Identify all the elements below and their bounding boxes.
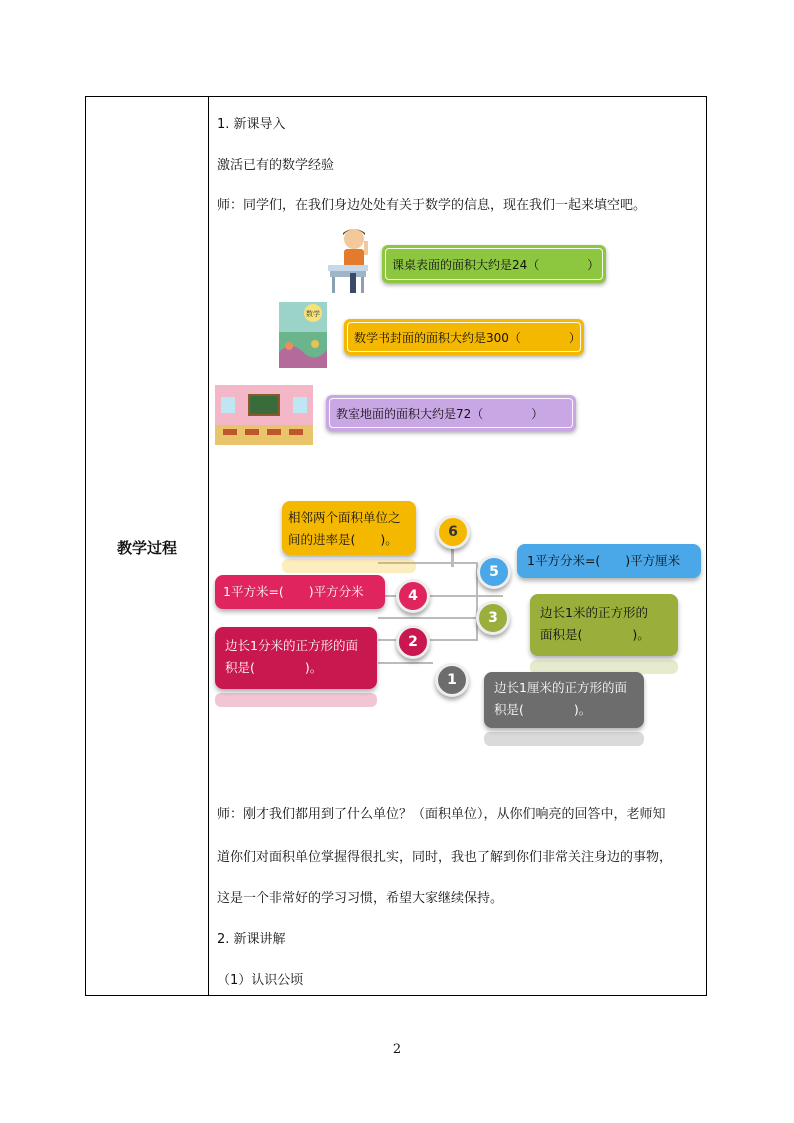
- box-5-dm2-cm2: [517, 544, 701, 578]
- box-1-square-centimeter: [484, 672, 644, 728]
- step-2-badge: 2: [396, 625, 430, 659]
- box-2-square-decimeter: [215, 627, 377, 689]
- box-1-reflection: [484, 732, 644, 746]
- page-number: 2: [392, 1042, 402, 1057]
- step-6-badge: 6: [436, 515, 470, 549]
- box-2-reflection: [215, 693, 377, 707]
- connector-line: [378, 662, 433, 664]
- box-1-line2: 积是( )。: [494, 702, 592, 717]
- box-6-line1: 相邻两个面积单位之: [288, 510, 401, 525]
- box-2-line1: 边长1分米的正方形的面: [225, 638, 358, 653]
- section-label: 教学过程: [116, 539, 177, 557]
- heading-new-lesson-explain: 2. 新课讲解: [217, 932, 286, 947]
- box-4-m2-dm2: [215, 575, 385, 609]
- step-1-badge: 1: [435, 663, 469, 697]
- classroom-area-text: 教室地面的面积大约是72（ ）: [336, 406, 544, 421]
- subheading-hectare: （1）认识公顷: [217, 973, 304, 988]
- math-book-cover-illustration: [279, 302, 327, 368]
- desk-area-fill-box: [382, 245, 606, 283]
- teacher-intro-text: 师：同学们，在我们身边处处有关于数学的信息，现在我们一起来填空吧。: [217, 198, 647, 213]
- teacher-paragraph-line1: 师：刚才我们都用到了什么单位？（面积单位），从你们响亮的回答中，老师知: [217, 807, 666, 822]
- box-3-square-meter: [530, 594, 678, 656]
- connector-line: [378, 617, 478, 619]
- step-3-badge: 3: [476, 601, 510, 635]
- box-3-line2: 面积是( )。: [540, 627, 650, 642]
- lesson-table: [85, 96, 707, 996]
- teacher-head: [344, 229, 364, 249]
- teacher-desk-illustration: [324, 225, 376, 297]
- teacher-paragraph-line2: 道你们对面积单位掌握得很扎实，同时，我也了解到你们非常关注身边的事物，: [217, 850, 673, 865]
- classroom-illustration: [215, 385, 313, 445]
- book-title-text: 数学: [306, 310, 320, 318]
- box-6-unit-rate: [282, 501, 416, 555]
- box-6-reflection: [282, 559, 416, 573]
- teacher-paragraph-line3: 这是一个非常好的学习习惯，希望大家继续保持。: [217, 891, 504, 906]
- classroom-area-fill-box: [326, 395, 576, 431]
- box-3-line1: 边长1米的正方形的: [540, 605, 648, 620]
- box-4-text: 1平方米=( )平方分米: [223, 584, 364, 599]
- book-area-text: 数学书封面的面积大约是300（ ）: [354, 330, 581, 345]
- subheading-activate: 激活已有的数学经验: [217, 158, 335, 173]
- box-2-line2: 积是( )。: [225, 660, 323, 675]
- step-4-badge: 4: [396, 579, 430, 613]
- heading-new-lesson-intro: 1. 新课导入: [217, 117, 286, 132]
- box-6-line2: 间的进率是( )。: [288, 532, 398, 547]
- step-5-badge: 5: [477, 555, 511, 589]
- desk-area-text: 课桌表面的面积大约是24（ ）: [392, 257, 600, 272]
- box-5-text: 1平方分米=( )平方厘米: [527, 553, 681, 568]
- connector-line: [451, 547, 454, 567]
- box-1-line1: 边长1厘米的正方形的面: [494, 680, 627, 695]
- column-divider: [208, 97, 209, 995]
- book-area-fill-box: [344, 319, 584, 355]
